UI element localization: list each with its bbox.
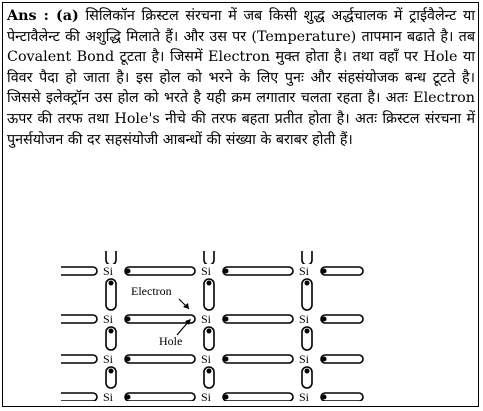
- bond-electron: [126, 357, 131, 362]
- covalent-bond-vertical: [302, 251, 312, 265]
- covalent-bond-horizontal: [125, 393, 195, 401]
- covalent-bond-horizontal: [61, 315, 97, 323]
- hole-label: Hole: [159, 334, 183, 348]
- si-atom-label: Si: [103, 312, 114, 326]
- bond-electron: [207, 369, 212, 374]
- covalent-bond-horizontal: [321, 267, 363, 275]
- covalent-bond-horizontal: [223, 355, 293, 363]
- covalent-bond-horizontal: [223, 267, 293, 275]
- silicon-lattice-diagram: [61, 251, 391, 401]
- si-atom-label: Si: [299, 264, 310, 278]
- si-atom-label: Si: [299, 390, 310, 401]
- answer-prefix: Ans : (a): [7, 8, 79, 24]
- covalent-bond-horizontal: [61, 393, 97, 401]
- covalent-bond-horizontal: [125, 315, 195, 323]
- covalent-bond-horizontal: [125, 267, 195, 275]
- electron-label: Electron: [131, 284, 172, 298]
- covalent-bond-horizontal: [321, 355, 363, 363]
- bond-electron: [322, 395, 327, 400]
- bond-electron: [305, 281, 310, 286]
- bond-electron: [305, 369, 310, 374]
- bond-electron: [322, 269, 327, 274]
- si-atom-label: Si: [299, 352, 310, 366]
- si-atom-label: Si: [103, 264, 114, 278]
- covalent-bond-horizontal: [223, 315, 293, 323]
- si-atom-label: Si: [201, 312, 212, 326]
- si-atom-label: Si: [103, 390, 114, 401]
- bond-electron: [305, 329, 310, 334]
- covalent-bond-horizontal: [125, 355, 195, 363]
- bond-electron: [207, 329, 212, 334]
- bond-electron: [207, 281, 212, 286]
- bond-electron: [126, 395, 131, 400]
- si-atom-label: Si: [201, 390, 212, 401]
- bond-electron: [109, 329, 114, 334]
- bond-electron: [109, 281, 114, 286]
- si-atom-label: Si: [201, 352, 212, 366]
- bond-electron: [322, 357, 327, 362]
- bond-electron: [224, 269, 229, 274]
- covalent-bond-horizontal: [321, 393, 363, 401]
- bond-electron: [322, 317, 327, 322]
- bond-electron: [224, 357, 229, 362]
- bond-electron: [126, 269, 131, 274]
- si-atom-label: Si: [103, 352, 114, 366]
- bond-electron: [224, 317, 229, 322]
- bond-electron: [109, 369, 114, 374]
- covalent-bond-vertical: [204, 251, 214, 265]
- covalent-bond-horizontal: [61, 267, 97, 275]
- answer-card: [2, 2, 479, 407]
- covalent-bond-horizontal: [61, 355, 97, 363]
- si-atom-label: Si: [299, 312, 310, 326]
- answer-body: सिलिकॉन क्रिस्टल संरचना में जब किसी शुद्ध अर्द्धचालक में ट्राईवैलेन्ट या पेन्टावैलेन्ट की अशुद्धि मिलाते हैं। और उस पर (Temperature) तापमान बढाते है। तब Covalent Bond टूटता है। जिसमें Electron मुक्त होता है। तथा वहाँ पर Hole या विवर पैदा हो जाता है। इस होल को भरने के लिए पुनः और संहसंयोजक बन्ध टूटते है। जिससे इलेक्ट्रॉन उस होल को भरते है यही क्रम लगातार चलता रहता है। अतः Electron ऊपर की तरफ तथा Hole's नीचे की तरफ बहता प्रतीत होता है। अतः क्रिस्टल संरचना में पुनर्सयोजन की दर सहसंयोजी आबन्धों की संख्या के बराबर होती हैं।: [7, 8, 476, 148]
- covalent-bond-horizontal: [223, 393, 293, 401]
- answer-paragraph: [7, 6, 475, 150]
- bond-electron: [224, 395, 229, 400]
- si-atom-label: Si: [201, 264, 212, 278]
- covalent-bond-horizontal: [321, 315, 363, 323]
- bond-electron: [126, 317, 131, 322]
- covalent-bond-vertical: [106, 251, 116, 265]
